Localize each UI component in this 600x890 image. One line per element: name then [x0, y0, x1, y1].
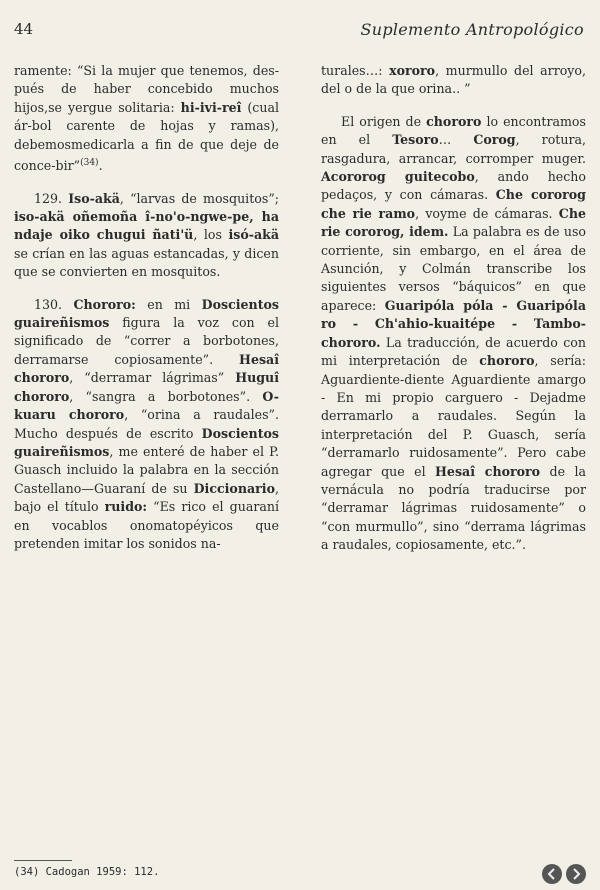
text-run: , “larvas de mosquitos”;	[119, 190, 280, 206]
bold-term: Che rie cororog, idem.	[321, 205, 586, 240]
text-run: se crían en las aguas estancadas, y dicen que se convierten en mosquitos.	[14, 245, 279, 280]
paragraph-continuation	[14, 62, 279, 176]
page-number: 44	[14, 20, 34, 38]
bold-term: Acororog guitecobo	[321, 169, 475, 185]
text-run: bol carente de hojas y ramas), debemos	[14, 118, 279, 152]
text-run: , los	[193, 227, 229, 243]
text-run: , ando hecho pedaços, y con cámaras.	[321, 169, 586, 203]
nav-buttons	[542, 864, 586, 884]
text-run: …	[438, 132, 474, 148]
text-run: se yergue solitaria:	[48, 99, 181, 115]
bold-term: hi-ivi-reî	[180, 99, 242, 115]
text-run: pués de haber concebido muchos hijos,	[14, 81, 279, 115]
text-run: , “sangra a borbotones”.	[69, 388, 263, 404]
right-column	[321, 62, 586, 555]
text-run: , “derramar lágrimas”	[69, 370, 236, 386]
text-run: La palabra es de uso corriente, sin embargo, en el área de Asunción, y Colmán transcribe los siguientes versos “báquicos” en que aparece:	[321, 224, 587, 313]
text-run: , murmullo del arroyo, del o de la que orina.. ”	[321, 63, 586, 97]
back-circle-icon[interactable]	[542, 864, 562, 884]
bold-term: iso-akä oñemoña î-no'o-ngwe-pe, ha ndaje oiko chugui ñati'ü	[14, 209, 279, 243]
text-run: , me enteré de haber el P. Guasch incluido la palabra en la sección Castellano—Guaraní de su	[14, 443, 279, 496]
text-run: “Es rico el guaraní en vocablos onomatopéyicos que pretenden imitar los sonidos na-	[14, 499, 279, 551]
text-run: El origen de	[341, 113, 427, 129]
bold-term: Doscientos guaireñismos	[14, 296, 279, 331]
text-run: , voyme de cámaras.	[415, 205, 559, 221]
running-title: Suplemento Antropológico	[360, 20, 584, 39]
text-run: 130.	[34, 296, 74, 312]
text-run: lo encontramos en el	[321, 113, 586, 148]
text-run: figura la voz con el significado de “correr a borbotones, derramarse copiosamente”.	[14, 315, 279, 367]
paragraph-129	[14, 190, 279, 282]
text-run: , sería: Aguardiente-diente Aguardiente amargo - En mi propio carguero - Dejadme derramarlo a raudales. Según la interpretación del P. Guasch, sería “derramarlo ruidosamente”. Pero cabe agregar que el	[321, 353, 586, 479]
text-run: medicarla a fin de que deje de conce-	[14, 136, 279, 174]
text-run: (34)	[80, 158, 99, 169]
text-run: , “orina a raudales”. Mucho después de escrito	[14, 407, 279, 441]
bold-term: Huguî chororo	[14, 370, 279, 404]
text-run: turales…:	[321, 63, 390, 78]
bold-term: Hesaî chororo	[435, 463, 541, 479]
bold-term: Tesoro	[392, 132, 439, 148]
left-column	[14, 62, 279, 553]
bold-term: chororo	[426, 113, 482, 129]
text-run: bir”	[55, 158, 81, 174]
text-run: .	[98, 158, 103, 174]
bold-term: Corog	[473, 132, 516, 148]
forward-circle-icon[interactable]	[566, 864, 586, 884]
paragraph-continuation-right	[321, 62, 586, 99]
text-run: en mi	[135, 296, 202, 312]
bold-term: chororo	[479, 353, 535, 369]
text-run: de la vernácula no podría traducirse por “derramar lágrimas ruidosamente” o “con murmullo”, sino “derrama lágrimas a raudales, copiosamente, etc.”.	[321, 463, 587, 553]
text-run: (cual ár-	[14, 99, 279, 134]
bold-term: O-kuaru chororo	[14, 388, 279, 423]
footnote: (34) Cadogan 1959: 112.	[14, 866, 160, 878]
bold-term: Che cororog che rie ramo	[321, 187, 586, 221]
bold-term: Doscientos guaireñismos	[14, 425, 279, 459]
bold-term: xororo	[389, 63, 436, 78]
paragraph-130	[14, 296, 279, 554]
text-run: La traducción, de acuerdo con mi interpretación de	[321, 334, 586, 369]
paragraph-origin	[321, 113, 586, 555]
text-run: 129.	[34, 190, 69, 206]
bold-term: isó-akä	[228, 227, 280, 243]
text-run: , rotura, rasgadura, arrancar, corromper muger.	[321, 132, 586, 166]
text-run: , bajo el título	[14, 480, 279, 515]
bold-term: ruido:	[104, 499, 148, 515]
bold-term: Iso-akä	[68, 190, 120, 206]
footnote-rule	[14, 860, 72, 861]
bold-term: Diccionario	[193, 480, 275, 496]
bold-term: Guaripóla póla - Guaripóla ro - Ch'ahio-kuaitépe - Tambo-chororo.	[321, 297, 586, 350]
text-run: ramente: “Si la mujer que tenemos, des-	[14, 63, 279, 78]
bold-term: Chororo:	[73, 296, 136, 312]
bold-term: Hesaî chororo	[14, 351, 279, 386]
